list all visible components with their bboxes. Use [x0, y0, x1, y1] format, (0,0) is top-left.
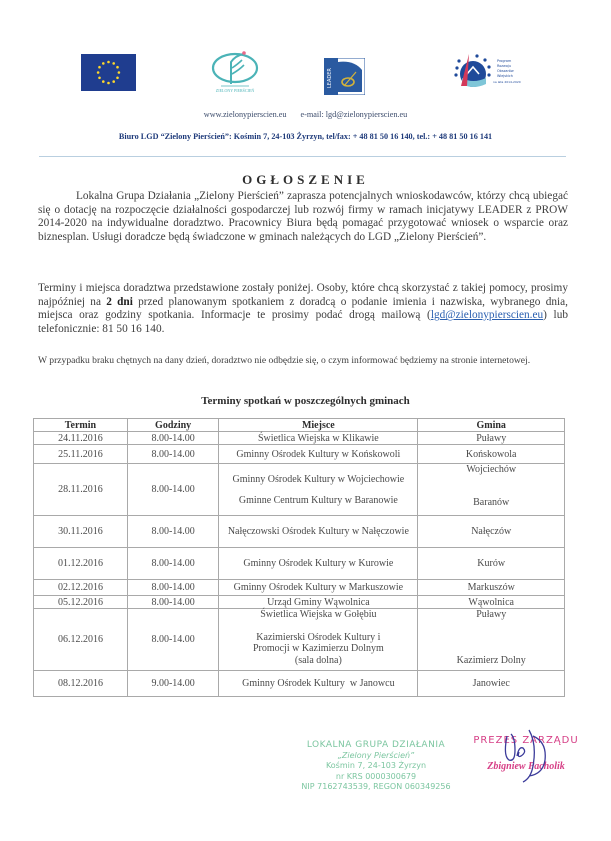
place-line: Gminny Ośrodek Kultury w Wojciechowie: [232, 473, 405, 485]
eu-flag-logo: [81, 54, 136, 91]
gmina-line: Puławy: [476, 609, 507, 620]
cell-termin: 05.12.2016: [34, 596, 128, 609]
paragraph-text: ) lub telefonicznie: 81 50 16 140.: [38, 309, 568, 335]
cell-gmina: [418, 464, 565, 516]
svg-text:Program: Program: [497, 59, 512, 63]
svg-text:Wiejskich: Wiejskich: [497, 74, 513, 78]
table-row: [34, 596, 565, 609]
email-link[interactable]: e-mail: lgd@zielonypierscien.eu: [300, 110, 408, 119]
cell-godziny: 8.00-14.00: [127, 516, 218, 548]
svg-text:LEADER: LEADER: [327, 68, 333, 88]
cell-termin: 02.12.2016: [34, 580, 128, 596]
cell-gmina: Markuszów: [418, 580, 565, 596]
organization-stamp: [276, 740, 476, 793]
president-name: Zbigniew Pacholik: [487, 761, 565, 772]
cell-godziny: 8.00-14.00: [127, 464, 218, 516]
table-row: [34, 609, 565, 671]
cell-miejsce: Gminny Ośrodek Kultury w Janowcu: [219, 671, 418, 697]
table-row: [34, 516, 565, 548]
president-title: PREZES ZARZĄDU: [473, 735, 579, 746]
header-divider: [39, 156, 566, 157]
cell-miejsce: [219, 609, 418, 671]
paragraph-instructions: [38, 282, 568, 336]
cell-miejsce: Nałęczowski Ośrodek Kultury w Nałęczowie: [219, 516, 418, 548]
cell-godziny: 8.00-14.00: [127, 580, 218, 596]
paragraph-text: Terminy i miejsca doradztwa przedstawione zostały poniżej. Osoby, które chcą skorzystać z takiej pomocy, prosimy najpóźniej na: [38, 282, 568, 308]
prow-stars-house-icon: [447, 50, 532, 95]
table-row: [34, 432, 565, 445]
gmina-line: Kazimierz Dolny: [456, 654, 526, 666]
website-link[interactable]: www.zielonypierscien.eu: [203, 110, 287, 119]
table-row: [34, 580, 565, 596]
cell-termin: 30.11.2016: [34, 516, 128, 548]
deadline-bold: 2 dni: [106, 295, 133, 308]
cell-termin: 24.11.2016: [34, 432, 128, 445]
cell-termin: 01.12.2016: [34, 548, 128, 580]
cell-termin: 25.11.2016: [34, 445, 128, 464]
cell-gmina: Końskowola: [418, 445, 565, 464]
document-title: OGŁOSZENIE: [242, 172, 369, 187]
signature-icon: [493, 726, 563, 786]
cell-gmina: [418, 609, 565, 671]
cell-gmina: Puławy: [418, 432, 565, 445]
gmina-line: Baranów: [473, 497, 510, 508]
logo-bar: [0, 48, 611, 110]
table-row: [34, 445, 565, 464]
cell-miejsce: Gminny Ośrodek Kultury w Końskowoli: [219, 445, 418, 464]
wheat-ring-icon: [205, 48, 265, 98]
contact-line: [0, 110, 611, 119]
cell-godziny: 8.00-14.00: [127, 432, 218, 445]
table-header-row: [34, 419, 565, 432]
place-line: Świetlica Wiejska w Gołębiu: [260, 609, 377, 620]
schedule-table: [33, 418, 565, 697]
cell-miejsce: Gminny Ośrodek Kultury w Kurowie: [219, 548, 418, 580]
cell-miejsce: Urząd Gminy Wąwolnica: [219, 596, 418, 609]
header-godziny: Godziny: [127, 419, 218, 432]
svg-text:ZIELONY PIERŚCIEŃ: ZIELONY PIERŚCIEŃ: [215, 88, 255, 93]
table-row: [34, 464, 565, 516]
zielony-pierscien-logo: [205, 48, 265, 98]
cell-gmina: Nałęczów: [418, 516, 565, 548]
leader-logo: [324, 58, 365, 95]
table-row: [34, 671, 565, 697]
leader-icon: [324, 58, 365, 95]
table-row: [34, 548, 565, 580]
svg-text:na lata 2014-2020: na lata 2014-2020: [493, 80, 521, 84]
header-gmina: Gmina: [418, 419, 565, 432]
cell-godziny: 9.00-14.00: [127, 671, 218, 697]
cell-miejsce: Świetlica Wiejska w Klikawie: [219, 432, 418, 445]
cell-godziny: 8.00-14.00: [127, 596, 218, 609]
cell-miejsce: Gminny Ośrodek Kultury w Markuszowie: [219, 580, 418, 596]
cell-gmina: Kurów: [418, 548, 565, 580]
paragraph-notice: W przypadku braku chętnych na dany dzień, doradztwo nie odbędzie się, o czym informować będziemy na stronie internetowej.: [38, 355, 531, 366]
place-line: Kazimierski Ośrodek Kultury i Promocji w Kazimierzu Dolnym (sala dolna): [252, 631, 384, 666]
header-termin: Termin: [34, 419, 128, 432]
paragraph-text: przed planowanym spotkaniem z doradcą o podanie imienia i nazwiska, wybranego dnia, miejsca oraz godziny spotkania. Informacje te prosimy podać drogą mailową (: [38, 295, 568, 322]
cell-termin: 06.12.2016: [34, 609, 128, 671]
stamp-line: LOKALNA GRUPA DZIAŁANIA: [306, 740, 446, 750]
svg-text:Rozwoju: Rozwoju: [497, 64, 511, 68]
cell-godziny: 8.00-14.00: [127, 548, 218, 580]
eu-stars-icon: [81, 54, 136, 91]
cell-gmina: Wąwolnica: [418, 596, 565, 609]
cell-godziny: 8.00-14.00: [127, 445, 218, 464]
cell-termin: 08.12.2016: [34, 671, 128, 697]
stamp-line: Kośmin 7, 24-103 Żyrzyn: [325, 761, 427, 770]
stamp-line: „Zielony Pierścień”: [337, 750, 415, 760]
email-contact-link[interactable]: lgd@zielonypierscien.eu: [430, 309, 544, 322]
cell-gmina: Janowiec: [418, 671, 565, 697]
place-line: Gminne Centrum Kultury w Baranowie: [238, 494, 398, 506]
cell-godziny: 8.00-14.00: [127, 609, 218, 671]
stamp-line: NIP 7162743539, REGON 060349256: [301, 782, 451, 791]
prow-logo: [447, 50, 532, 95]
gmina-line: Wojciechów: [466, 464, 517, 475]
header-miejsce: Miejsce: [219, 419, 418, 432]
stamp-line: nr KRS 0000300679: [335, 771, 417, 781]
paragraph-intro: Lokalna Grupa Działania „Zielony Pierścień” zaprasza potencjalnych wnioskodawców, którzy chcą ubiegać się o dotację na rozpoczęcie działalności gospodarczej lub rozwój firmy w ramach inicjatywy LEADER z PROW 2014-2020 na indywidualne doradztwo. Pracownicy Biura będą pomagać przygotować wniosek o wsparcie oraz biznesplan. Usługi doradcze będą świadczone w gminach należących do LGD „Zielony Pierścień”.: [38, 190, 568, 243]
office-address: Biuro LGD “Zielony Pierścień”: Kośmin 7, 24-103 Żyrzyn, tel/fax: + 48 81 50 16 140, tel.: + 48 81 50 16 141: [118, 132, 493, 141]
cell-termin: 28.11.2016: [34, 464, 128, 516]
table-title: Terminy spotkań w poszczególnych gminach: [201, 395, 410, 407]
svg-text:Obszarów: Obszarów: [497, 69, 514, 73]
cell-miejsce: [219, 464, 418, 516]
